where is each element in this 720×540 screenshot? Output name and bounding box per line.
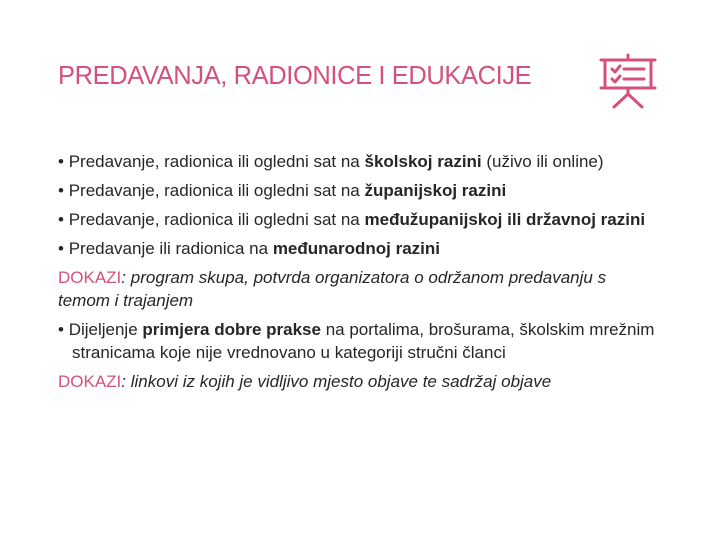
proof-label: DOKAZI bbox=[58, 372, 122, 391]
list-item: • Predavanje ili radionica na međunarodnoj razini bbox=[58, 239, 440, 258]
list-item: • Dijeljenje primjera dobre prakse na portalima, brošurama, školskim mrežnim stranicama koje nije vrednovano u kategoriji stručni članci bbox=[58, 320, 655, 362]
proof-label: DOKAZI bbox=[58, 268, 122, 287]
page-title: PREDAVANJA, RADIONICE I EDUKACIJE bbox=[58, 62, 532, 90]
list-item: • Predavanje, radionica ili ogledni sat na županijskoj razini bbox=[58, 181, 507, 200]
list-item: • Predavanje, radionica ili ogledni sat na međužupanijskoj ili državnoj razini bbox=[58, 210, 646, 229]
proof-note: DOKAZI: linkovi iz kojih je vidljivo mjesto objave te sadržaj objave bbox=[58, 372, 552, 391]
list-item: • Predavanje, radionica ili ogledni sat na školskoj razini (uživo ili online) bbox=[58, 152, 604, 171]
proof-note: DOKAZI: program skupa, potvrda organizatora o održanom predavanju s temom i trajanjem bbox=[58, 268, 607, 310]
content-body bbox=[58, 150, 658, 399]
presentation-board-icon bbox=[598, 52, 658, 110]
